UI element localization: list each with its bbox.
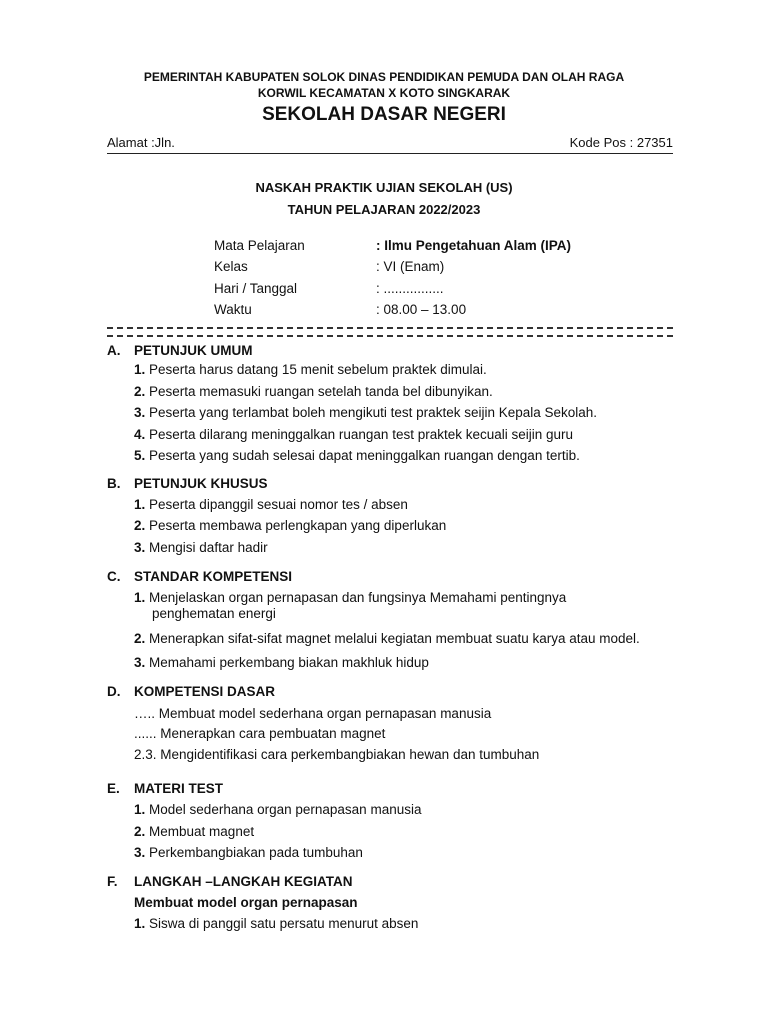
section-d-title: KOMPETENSI DASAR bbox=[134, 684, 276, 699]
section-b-title: PETUNJUK KHUSUS bbox=[134, 476, 268, 491]
section-f-subtitle: Membuat model organ pernapasan bbox=[134, 895, 358, 910]
info-label: Mata Pelajaran bbox=[214, 238, 305, 253]
section-f-letter: F. bbox=[107, 874, 118, 889]
list-item: 1. Siswa di panggil satu persatu menurut absen bbox=[134, 916, 419, 931]
section-f-title: LANGKAH –LANGKAH KEGIATAN bbox=[134, 874, 353, 889]
list-item: ...... Menerapkan cara pembuatan magnet bbox=[134, 726, 386, 741]
list-item: 2. Menerapkan sifat-sifat magnet melalui kegiatan membuat suatu karya atau model. bbox=[134, 631, 640, 646]
list-item: 3. Mengisi daftar hadir bbox=[134, 540, 268, 555]
exam-title: NASKAH PRAKTIK UJIAN SEKOLAH (US) bbox=[255, 180, 513, 195]
list-item: 1. Peserta dipanggil sesuai nomor tes / absen bbox=[134, 497, 408, 512]
list-item: 5. Peserta yang sudah selesai dapat meninggalkan ruangan dengan tertib. bbox=[134, 448, 580, 463]
section-d-letter: D. bbox=[107, 684, 121, 699]
header-line-2: KORWIL KECAMATAN X KOTO SINGKARAK bbox=[257, 86, 511, 100]
list-item: 1. Menjelaskan organ pernapasan dan fungsinya Memahami pentingnya bbox=[134, 590, 567, 605]
section-c-title: STANDAR KOMPETENSI bbox=[134, 569, 293, 584]
list-item: 2. Peserta memasuki ruangan setelah tanda bel dibunyikan. bbox=[134, 384, 493, 399]
section-c-letter: C. bbox=[107, 569, 121, 584]
section-e-title: MATERI TEST bbox=[134, 781, 223, 796]
school-name: SEKOLAH DASAR NEGERI bbox=[262, 104, 506, 125]
list-item: ….. Membuat model sederhana organ pernapasan manusia bbox=[134, 706, 492, 721]
postal-code: Kode Pos : 27351 bbox=[569, 135, 673, 150]
list-item: 3. Peserta yang terlambat boleh mengikuti test praktek seijin Kepala Sekolah. bbox=[134, 405, 598, 420]
section-b-letter: B. bbox=[107, 476, 121, 491]
info-value: : ................ bbox=[376, 281, 444, 296]
double-dashed-divider bbox=[107, 327, 673, 337]
exam-year: TAHUN PELAJARAN 2022/2023 bbox=[287, 202, 481, 217]
info-label: Waktu bbox=[214, 302, 252, 317]
info-label: Kelas bbox=[214, 259, 248, 274]
section-a-title: PETUNJUK UMUM bbox=[134, 343, 253, 358]
info-value: : Ilmu Pengetahuan Alam (IPA) bbox=[376, 238, 572, 253]
list-item: 2.3. Mengidentifikasi cara perkembangbiakan hewan dan tumbuhan bbox=[134, 747, 540, 762]
list-item: 2. Membuat magnet bbox=[134, 824, 255, 839]
info-label: Hari / Tanggal bbox=[214, 281, 298, 296]
list-item: 3. Perkembangbiakan pada tumbuhan bbox=[134, 845, 363, 860]
header-divider bbox=[107, 153, 673, 154]
info-value: : VI (Enam) bbox=[376, 259, 445, 274]
header-line-1: PEMERINTAH KABUPATEN SOLOK DINAS PENDIDIKAN PEMUDA DAN OLAH RAGA bbox=[143, 70, 625, 84]
address: Alamat :Jln. bbox=[107, 135, 175, 150]
list-item: 1. Model sederhana organ pernapasan manusia bbox=[134, 802, 422, 817]
section-a-letter: A. bbox=[107, 343, 121, 358]
list-item: 1. Peserta harus datang 15 menit sebelum praktek dimulai. bbox=[134, 362, 487, 377]
list-item: 4. Peserta dilarang meninggalkan ruangan test praktek kecuali seijin guru bbox=[134, 427, 574, 442]
list-item-continuation: penghematan energi bbox=[152, 606, 276, 621]
list-item: 2. Peserta membawa perlengkapan yang diperlukan bbox=[134, 518, 447, 533]
list-item: 3. Memahami perkembang biakan makhluk hidup bbox=[134, 655, 429, 670]
section-e-letter: E. bbox=[107, 781, 120, 796]
info-value: : 08.00 – 13.00 bbox=[376, 302, 467, 317]
